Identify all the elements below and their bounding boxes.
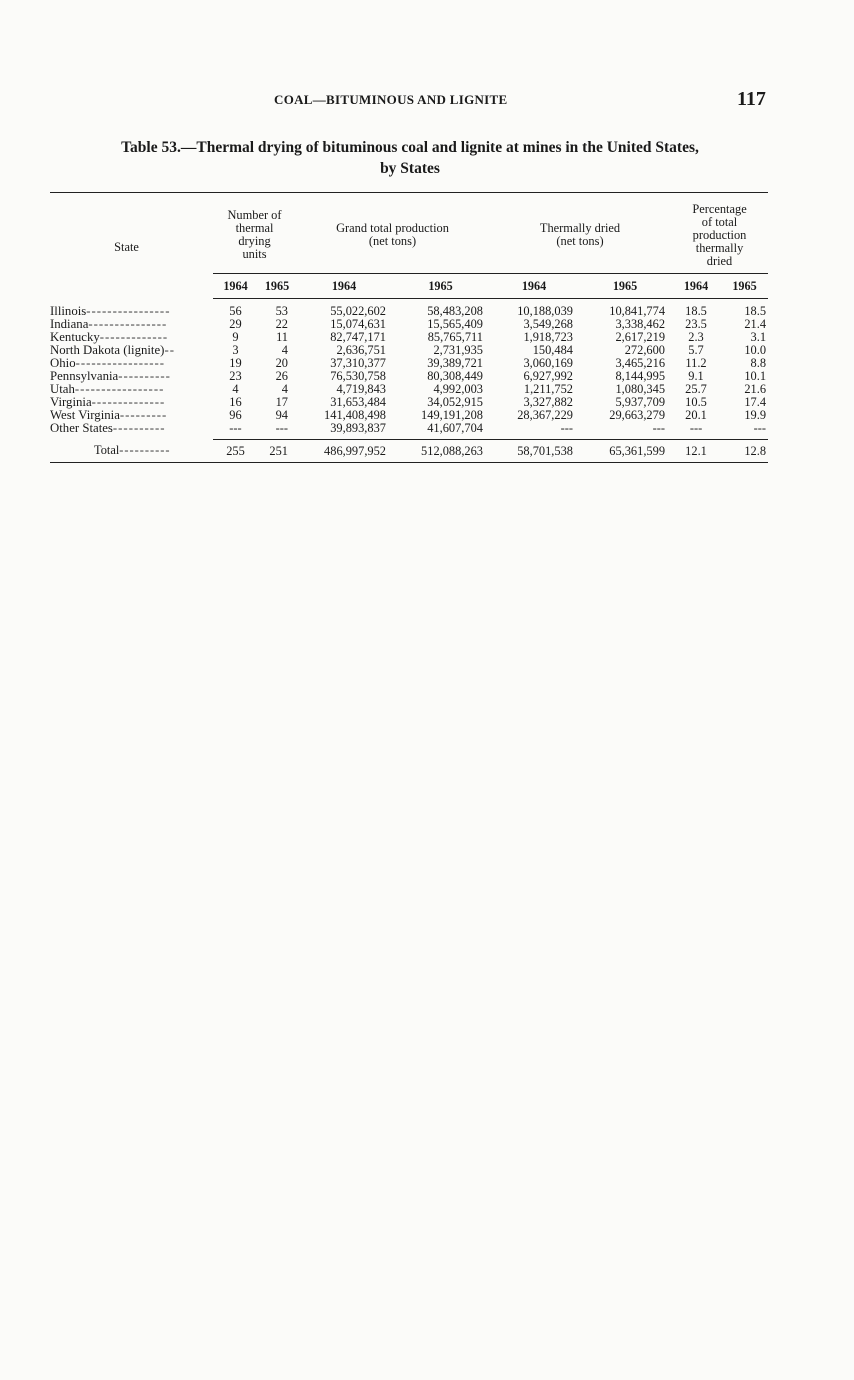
units-1965: 94 (275, 408, 288, 422)
thermally-dried-1964: 28,367,229 (517, 408, 573, 422)
grand-total-1964: 82,747,171 (330, 330, 386, 344)
units-1964: 9 (232, 330, 239, 344)
percentage-1964: --- (689, 421, 703, 435)
state-name: Kentucky------------- (50, 331, 169, 344)
total-pct-1964: 12.1 (671, 440, 721, 463)
units-1965: 4 (281, 343, 288, 357)
column-header-units: Number of thermal drying units (213, 193, 296, 274)
units-1965: --- (275, 421, 288, 435)
grand-total-1964: 2,636,751 (336, 343, 386, 357)
units-1964: 96 (229, 408, 242, 422)
caption-line: Table 53.—Thermal drying of bituminous coal and lignite at mines in the United States, (121, 139, 699, 156)
grand-total-1964: 4,719,843 (336, 382, 386, 396)
grand-total-1965: 34,052,915 (427, 395, 483, 409)
thermally-dried-1964: 10,188,039 (517, 304, 573, 318)
thermally-dried-1964: --- (560, 421, 573, 435)
total-units-1964: 255 (213, 440, 258, 463)
grand-total-1965: 4,992,003 (433, 382, 483, 396)
thermally-dried-1965: 272,600 (624, 343, 666, 357)
state-name: Other States---------- (50, 422, 166, 436)
units-1965: 11 (276, 330, 288, 344)
thermally-dried-1964: 3,549,268 (523, 317, 573, 331)
year-header: 1964 (671, 274, 721, 299)
units-1964: 4 (232, 382, 239, 396)
year-header: 1965 (392, 274, 489, 299)
year-header: 1964 (296, 274, 392, 299)
thermally-dried-1965: 2,617,219 (615, 330, 666, 344)
percentage-1965: 3.1 (750, 330, 767, 344)
state-name: Ohio----------------- (50, 357, 166, 370)
state-name: West Virginia--------- (50, 409, 168, 422)
thermally-dried-1965: 10,841,774 (609, 304, 666, 318)
units-1964: 3 (232, 343, 239, 357)
year-header: 1964 (489, 274, 579, 299)
percentage-1964: 10.5 (685, 395, 707, 409)
state-name: North Dakota (lignite)-- (50, 344, 175, 357)
total-grand-1965: 512,088,263 (392, 440, 489, 463)
thermally-dried-1965: --- (652, 421, 666, 435)
grand-total-1965: 80,308,449 (427, 369, 483, 383)
units-1964: 23 (229, 369, 242, 383)
state-name: Virginia-------------- (50, 396, 166, 409)
units-1965: 53 (275, 304, 288, 318)
column-header-grand-total: Grand total production (net tons) (296, 193, 489, 274)
grand-total-1964: 39,893,837 (330, 421, 386, 435)
column-header-percentage: Percentage of total production thermally dried (671, 193, 768, 274)
thermally-dried-1965: 8,144,995 (615, 369, 666, 383)
percentage-1964: 23.5 (685, 317, 707, 331)
percentage-1965: 17.4 (744, 395, 767, 409)
percentage-1965: 21.4 (744, 317, 767, 331)
running-title: COAL—BITUMINOUS AND LIGNITE (274, 92, 508, 107)
data-table-wrapper (50, 192, 768, 463)
grand-total-1964: 31,653,484 (330, 395, 386, 409)
table-row (50, 299, 768, 319)
grand-total-1964: 37,310,377 (330, 356, 386, 370)
grand-total-1965: 39,389,721 (427, 356, 483, 370)
percentage-1965: 19.9 (744, 408, 767, 422)
percentage-1965: --- (753, 421, 767, 435)
units-1964: 56 (229, 304, 242, 318)
units-1965: 26 (275, 369, 288, 383)
percentage-1965: 21.6 (744, 382, 767, 396)
table-total (50, 440, 768, 463)
table-row (50, 422, 768, 440)
percentage-1964: 20.1 (685, 408, 707, 422)
table-body (50, 299, 768, 440)
units-1964: --- (229, 421, 242, 435)
caption-line: by States (380, 160, 440, 177)
thermally-dried-1964: 6,927,992 (523, 369, 573, 383)
units-1965: 4 (281, 382, 288, 396)
percentage-1965: 10.0 (744, 343, 767, 357)
thermally-dried-1965: 29,663,279 (609, 408, 666, 422)
thermally-dried-1965: 3,465,216 (615, 356, 666, 370)
percentage-1964: 25.7 (685, 382, 707, 396)
total-dried-1964: 58,701,538 (489, 440, 579, 463)
units-1964: 29 (229, 317, 242, 331)
percentage-1964: 9.1 (688, 369, 704, 383)
percentage-1964: 11.2 (685, 356, 707, 370)
grand-total-1964: 76,530,758 (330, 369, 386, 383)
percentage-1964: 2.3 (688, 330, 704, 344)
thermally-dried-1964: 3,327,882 (523, 395, 573, 409)
units-1965: 20 (275, 356, 288, 370)
grand-total-1965: 149,191,208 (421, 408, 483, 422)
thermal-drying-table (50, 192, 768, 463)
year-header: 1965 (721, 274, 768, 299)
percentage-1965: 10.1 (744, 369, 767, 383)
page-number: 117 (737, 88, 766, 110)
year-header: 1965 (579, 274, 671, 299)
percentage-1965: 8.8 (750, 356, 767, 370)
state-name: Illinois---------------- (50, 303, 171, 318)
grand-total-1965: 15,565,409 (427, 317, 483, 331)
grand-total-1965: 2,731,935 (433, 343, 483, 357)
thermally-dried-1964: 1,211,752 (523, 382, 573, 396)
total-dried-1965: 65,361,599 (579, 440, 671, 463)
total-units-1965: 251 (258, 440, 296, 463)
thermally-dried-1964: 150,484 (532, 343, 573, 357)
column-header-state: State (50, 193, 213, 299)
units-1965: 17 (275, 395, 288, 409)
column-header-thermally-dried: Thermally dried (net tons) (489, 193, 671, 274)
grand-total-1964: 141,408,498 (324, 408, 386, 422)
percentage-1964: 5.7 (688, 343, 704, 357)
percentage-1965: 18.5 (744, 304, 767, 318)
year-header: 1964 (213, 274, 258, 299)
total-pct-1965: 12.8 (721, 440, 768, 463)
state-name: Indiana--------------- (50, 318, 168, 331)
units-1964: 19 (229, 356, 242, 370)
table-caption (60, 137, 760, 179)
total-grand-1964: 486,997,952 (296, 440, 392, 463)
grand-total-1965: 41,607,704 (427, 421, 483, 435)
units-1965: 22 (275, 317, 288, 331)
total-row (50, 440, 768, 463)
percentage-1964: 18.5 (685, 304, 707, 318)
thermally-dried-1964: 3,060,169 (523, 356, 573, 370)
thermally-dried-1964: 1,918,723 (523, 330, 573, 344)
thermally-dried-1965: 1,080,345 (615, 382, 666, 396)
total-label: Total---------- (50, 440, 213, 463)
grand-total-1964: 55,022,602 (330, 304, 386, 318)
state-name: Pennsylvania---------- (50, 370, 171, 383)
thermally-dried-1965: 3,338,462 (615, 317, 666, 331)
units-1964: 16 (229, 395, 242, 409)
thermally-dried-1965: 5,937,709 (615, 395, 666, 409)
grand-total-1965: 58,483,208 (427, 304, 483, 318)
state-name: Utah----------------- (50, 383, 165, 396)
grand-total-1964: 15,074,631 (330, 317, 386, 331)
year-header: 1965 (258, 274, 296, 299)
grand-total-1965: 85,765,711 (427, 330, 483, 344)
